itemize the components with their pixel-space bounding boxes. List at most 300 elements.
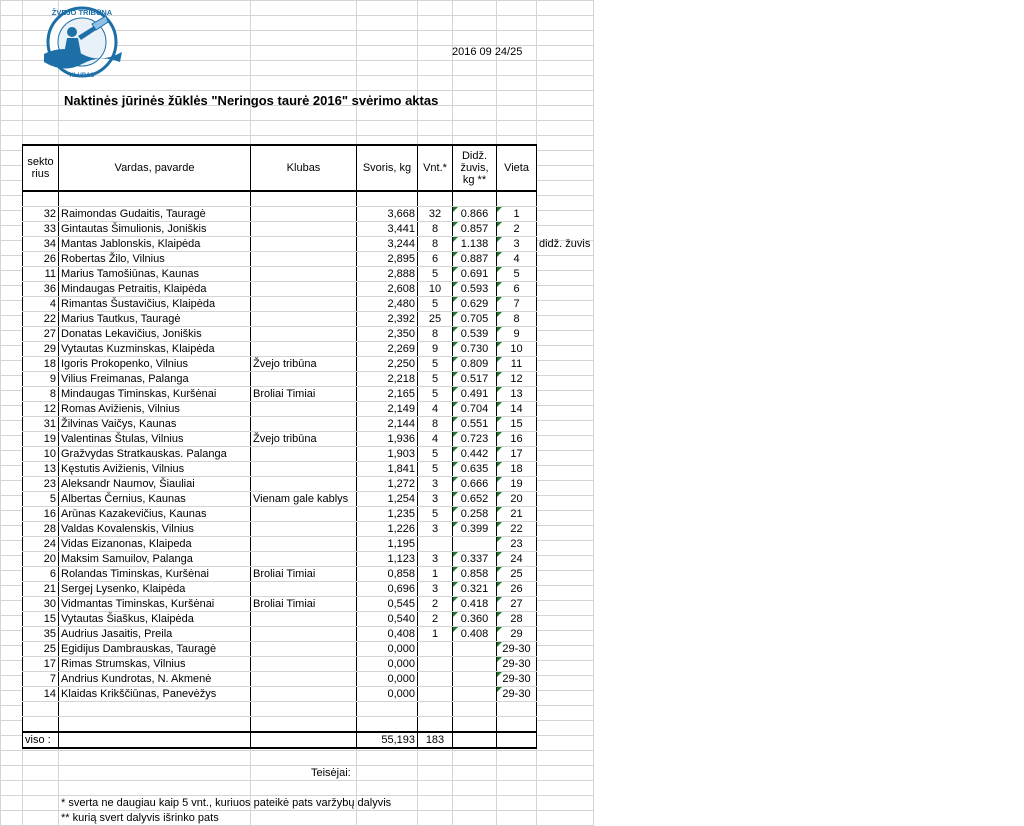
cell-club	[251, 672, 357, 687]
cell-name: Kęstutis Avižienis, Vilnius	[59, 462, 251, 477]
cell-sector: 5	[23, 492, 59, 507]
cell-sector: 23	[23, 477, 59, 492]
cell-place: 4	[497, 252, 537, 267]
empty-cell	[23, 191, 59, 207]
cell-weight: 2,149	[357, 402, 418, 417]
cell-place: 17	[497, 447, 537, 462]
cell-count	[418, 672, 453, 687]
cell-weight: 3,244	[357, 237, 418, 252]
table-row	[23, 222, 537, 237]
table-row	[23, 312, 537, 327]
cell-name: Marius Tamošiūnas, Kaunas	[59, 267, 251, 282]
cell-count	[418, 657, 453, 672]
empty-cell	[251, 717, 357, 733]
svg-text:ŽVEJO TRIBŪNA: ŽVEJO TRIBŪNA	[51, 8, 113, 17]
cell-biggest: 0.258	[453, 507, 497, 522]
cell-count: 5	[418, 267, 453, 282]
cell-weight: 0,408	[357, 627, 418, 642]
cell-name: Mantas Jablonskis, Klaipėda	[59, 237, 251, 252]
cell-name: Vidas Eizanonas, Klaipeda	[59, 537, 251, 552]
header-biggest: Didž. žuvis, kg **	[453, 145, 497, 191]
cell-place: 25	[497, 567, 537, 582]
table-row	[23, 507, 537, 522]
cell-club	[251, 552, 357, 567]
cell-name: Mindaugas Petraitis, Klaipėda	[59, 282, 251, 297]
table-row	[23, 522, 537, 537]
cell-biggest: 0.551	[453, 417, 497, 432]
cell-weight: 3,668	[357, 207, 418, 222]
cell-name: Raimondas Gudaitis, Tauragė	[59, 207, 251, 222]
cell-club	[251, 222, 357, 237]
cell-sector: 36	[23, 282, 59, 297]
cell-count: 2	[418, 612, 453, 627]
cell-weight: 2,218	[357, 372, 418, 387]
cell-weight: 2,608	[357, 282, 418, 297]
cell-place: 29-30	[497, 672, 537, 687]
empty-cell	[59, 717, 251, 733]
cell-count: 8	[418, 417, 453, 432]
cell-club	[251, 507, 357, 522]
cell-biggest: 0.635	[453, 462, 497, 477]
cell-weight: 1,841	[357, 462, 418, 477]
cell-club	[251, 267, 357, 282]
cell-count: 3	[418, 552, 453, 567]
cell-sector: 14	[23, 687, 59, 702]
table-row	[23, 642, 537, 657]
empty-cell	[453, 191, 497, 207]
cell-sector: 9	[23, 372, 59, 387]
cell-sector: 35	[23, 627, 59, 642]
cell-sector: 16	[23, 507, 59, 522]
cell-count: 3	[418, 477, 453, 492]
cell-name: Andrius Kundrotas, N. Akmenė	[59, 672, 251, 687]
cell-name: Vytautas Šiaškus, Klaipėda	[59, 612, 251, 627]
cell-place: 23	[497, 537, 537, 552]
cell-biggest: 0.399	[453, 522, 497, 537]
cell-place: 2	[497, 222, 537, 237]
cell-biggest: 1.138	[453, 237, 497, 252]
cell-name: Rolandas Timinskas, Kuršėnai	[59, 567, 251, 582]
cell-place: 20	[497, 492, 537, 507]
cell-sector: 26	[23, 252, 59, 267]
cell-biggest: 0.517	[453, 372, 497, 387]
cell-weight: 2,269	[357, 342, 418, 357]
cell-sector: 34	[23, 237, 59, 252]
cell-count: 1	[418, 567, 453, 582]
empty-cell	[59, 732, 251, 748]
cell-place: 29-30	[497, 657, 537, 672]
cell-biggest: 0.491	[453, 387, 497, 402]
cell-place: 11	[497, 357, 537, 372]
empty-cell	[453, 732, 497, 748]
table-row	[23, 252, 537, 267]
cell-name: Arūnas Kazakevičius, Kaunas	[59, 507, 251, 522]
cell-biggest: 0.730	[453, 342, 497, 357]
cell-biggest: 0.723	[453, 432, 497, 447]
cell-biggest: 0.858	[453, 567, 497, 582]
cell-name: Robertas Žilo, Vilnius	[59, 252, 251, 267]
cell-place: 8	[497, 312, 537, 327]
table-row	[23, 387, 537, 402]
empty-cell	[251, 732, 357, 748]
table-row	[23, 492, 537, 507]
cell-biggest: 0.442	[453, 447, 497, 462]
cell-sector: 18	[23, 357, 59, 372]
table-row	[23, 342, 537, 357]
cell-sector: 10	[23, 447, 59, 462]
cell-name: Gražvydas Stratkauskas. Palanga	[59, 447, 251, 462]
cell-sector: 30	[23, 597, 59, 612]
cell-name: Vilius Freimanas, Palanga	[59, 372, 251, 387]
cell-biggest	[453, 687, 497, 702]
cell-weight: 1,195	[357, 537, 418, 552]
cell-weight: 1,936	[357, 432, 418, 447]
cell-place: 7	[497, 297, 537, 312]
cell-weight: 1,235	[357, 507, 418, 522]
cell-count: 6	[418, 252, 453, 267]
cell-count: 5	[418, 387, 453, 402]
cell-biggest: 0.887	[453, 252, 497, 267]
table-row	[23, 537, 537, 552]
cell-place: 12	[497, 372, 537, 387]
cell-sector: 20	[23, 552, 59, 567]
cell-weight: 2,480	[357, 297, 418, 312]
cell-sector: 32	[23, 207, 59, 222]
cell-weight: 0,000	[357, 642, 418, 657]
cell-weight: 1,272	[357, 477, 418, 492]
table-row	[23, 327, 537, 342]
cell-weight: 0,000	[357, 687, 418, 702]
table-row	[23, 597, 537, 612]
total-row	[23, 732, 537, 748]
header-club: Klubas	[251, 145, 357, 191]
cell-club: Vienam gale kablys	[251, 492, 357, 507]
cell-name: Vidmantas Timinskas, Kuršėnai	[59, 597, 251, 612]
cell-sector: 8	[23, 387, 59, 402]
cell-club: Broliai Timiai	[251, 387, 357, 402]
cell-weight: 3,441	[357, 222, 418, 237]
cell-place: 27	[497, 597, 537, 612]
cell-club	[251, 447, 357, 462]
cell-club	[251, 612, 357, 627]
cell-place: 16	[497, 432, 537, 447]
cell-weight: 0,000	[357, 657, 418, 672]
cell-name: Gintautas Šimulionis, Joniškis	[59, 222, 251, 237]
event-date: 2016 09 24/25	[452, 46, 523, 58]
cell-name: Sergej Lysenko, Klaipėda	[59, 582, 251, 597]
total-label: viso :	[23, 732, 59, 748]
table-header-row	[23, 145, 537, 191]
place-value: 3	[513, 238, 520, 250]
table-row	[23, 477, 537, 492]
footnote-biggest: ** kurią svert dalyvis išrinko pats	[61, 812, 219, 824]
cell-count	[418, 687, 453, 702]
cell-name: Valdas Kovalenskis, Vilnius	[59, 522, 251, 537]
cell-sector: 31	[23, 417, 59, 432]
results-table	[22, 144, 591, 749]
cell-sector: 28	[23, 522, 59, 537]
empty-cell	[497, 702, 537, 717]
cell-count: 4	[418, 432, 453, 447]
cell-biggest: 0.539	[453, 327, 497, 342]
table-row	[23, 687, 537, 702]
cell-name: Vytautas Kuzminskas, Klaipėda	[59, 342, 251, 357]
empty-cell	[251, 191, 357, 207]
cell-club	[251, 312, 357, 327]
cell-club	[251, 207, 357, 222]
cell-count: 5	[418, 357, 453, 372]
cell-place: 13	[497, 387, 537, 402]
cell-club	[251, 522, 357, 537]
cell-club: Žvejo tribūna	[251, 432, 357, 447]
club-logo	[34, 2, 130, 82]
cell-club	[251, 342, 357, 357]
header-sector: sekto rius	[23, 145, 59, 191]
empty-cell	[497, 191, 537, 207]
cell-name: Rimas Strumskas, Vilnius	[59, 657, 251, 672]
cell-count: 2	[418, 597, 453, 612]
cell-name: Rimantas Šustavičius, Klaipėda	[59, 297, 251, 312]
cell-count	[418, 642, 453, 657]
cell-biggest: 0.652	[453, 492, 497, 507]
cell-name: Egidijus Dambrauskas, Tauragė	[59, 642, 251, 657]
cell-name: Igoris Prokopenko, Vilnius	[59, 357, 251, 372]
cell-biggest: 0.593	[453, 282, 497, 297]
cell-biggest: 0.857	[453, 222, 497, 237]
header-name: Vardas, pavarde	[59, 145, 251, 191]
cell-name: Albertas Černius, Kaunas	[59, 492, 251, 507]
cell-sector: 13	[23, 462, 59, 477]
cell-place: 6	[497, 282, 537, 297]
cell-club	[251, 402, 357, 417]
cell-weight: 0,540	[357, 612, 418, 627]
empty-cell	[357, 191, 418, 207]
cell-count: 8	[418, 237, 453, 252]
total-weight: 55,193	[357, 732, 418, 748]
cell-weight: 0,696	[357, 582, 418, 597]
cell-biggest: 0.866	[453, 207, 497, 222]
table-row	[23, 657, 537, 672]
cell-place: 1	[497, 207, 537, 222]
empty-cell	[418, 702, 453, 717]
empty-cell	[497, 732, 537, 748]
cell-count: 5	[418, 462, 453, 477]
empty-cell	[497, 717, 537, 733]
cell-place: 10	[497, 342, 537, 357]
cell-weight: 0,545	[357, 597, 418, 612]
cell-place	[497, 237, 591, 252]
cell-count: 5	[418, 372, 453, 387]
table-row	[23, 372, 537, 387]
cell-count: 8	[418, 327, 453, 342]
cell-sector: 27	[23, 327, 59, 342]
empty-cell	[418, 717, 453, 733]
cell-place: 15	[497, 417, 537, 432]
cell-club	[251, 282, 357, 297]
cell-place: 29-30	[497, 642, 537, 657]
cell-weight: 0,858	[357, 567, 418, 582]
cell-count: 4	[418, 402, 453, 417]
cell-name: Audrius Jasaitis, Preila	[59, 627, 251, 642]
cell-count: 3	[418, 492, 453, 507]
empty-cell	[59, 191, 251, 207]
empty-cell	[453, 702, 497, 717]
cell-place: 9	[497, 327, 537, 342]
cell-count: 5	[418, 507, 453, 522]
cell-sector: 19	[23, 432, 59, 447]
cell-biggest: 0.629	[453, 297, 497, 312]
cell-count: 8	[418, 222, 453, 237]
cell-weight: 0,000	[357, 672, 418, 687]
cell-place: 19	[497, 477, 537, 492]
cell-club	[251, 627, 357, 642]
table-row	[23, 447, 537, 462]
biggest-fish-note: didž. žuvis	[539, 238, 591, 250]
empty-cell	[23, 702, 59, 717]
cell-place: 14	[497, 402, 537, 417]
cell-place: 5	[497, 267, 537, 282]
blank-row	[23, 717, 537, 733]
cell-sector: 4	[23, 297, 59, 312]
cell-club	[251, 687, 357, 702]
cell-club	[251, 462, 357, 477]
cell-count: 25	[418, 312, 453, 327]
cell-sector: 25	[23, 642, 59, 657]
empty-cell	[59, 702, 251, 717]
cell-name: Maksim Samuilov, Palanga	[59, 552, 251, 567]
cell-weight: 2,392	[357, 312, 418, 327]
cell-place: 28	[497, 612, 537, 627]
cell-club	[251, 237, 357, 252]
cell-club	[251, 537, 357, 552]
judges-label: Teisėjai:	[311, 767, 351, 779]
cell-count: 1	[418, 627, 453, 642]
cell-place: 29-30	[497, 687, 537, 702]
empty-cell	[357, 702, 418, 717]
empty-cell	[357, 717, 418, 733]
cell-name: Žilvinas Vaičys, Kaunas	[59, 417, 251, 432]
table-row	[23, 672, 537, 687]
cell-weight: 2,895	[357, 252, 418, 267]
cell-name: Aleksandr Naumov, Šiauliai	[59, 477, 251, 492]
cell-sector: 24	[23, 537, 59, 552]
empty-cell	[418, 191, 453, 207]
cell-weight: 1,903	[357, 447, 418, 462]
cell-count: 32	[418, 207, 453, 222]
cell-count	[418, 537, 453, 552]
cell-sector: 7	[23, 672, 59, 687]
cell-club	[251, 297, 357, 312]
cell-biggest: 0.666	[453, 477, 497, 492]
cell-sector: 17	[23, 657, 59, 672]
cell-place: 24	[497, 552, 537, 567]
table-row	[23, 627, 537, 642]
cell-count: 5	[418, 447, 453, 462]
cell-biggest: 0.360	[453, 612, 497, 627]
cell-biggest	[453, 642, 497, 657]
cell-club: Žvejo tribūna	[251, 357, 357, 372]
table-row	[23, 417, 537, 432]
cell-place: 21	[497, 507, 537, 522]
cell-place: 29	[497, 627, 537, 642]
cell-weight: 1,254	[357, 492, 418, 507]
cell-weight: 2,250	[357, 357, 418, 372]
table-row	[23, 237, 537, 252]
cell-sector: 29	[23, 342, 59, 357]
blank-row	[23, 702, 537, 717]
cell-sector: 6	[23, 567, 59, 582]
cell-count: 3	[418, 522, 453, 537]
cell-club	[251, 657, 357, 672]
header-place: Vieta	[497, 145, 537, 191]
table-row	[23, 462, 537, 477]
cell-name: Donatas Lekavičius, Joniškis	[59, 327, 251, 342]
table-row	[23, 567, 537, 582]
cell-weight: 2,144	[357, 417, 418, 432]
svg-text:KLUBAS: KLUBAS	[69, 73, 95, 79]
cell-biggest	[453, 672, 497, 687]
cell-sector: 11	[23, 267, 59, 282]
cell-count: 3	[418, 582, 453, 597]
cell-club	[251, 252, 357, 267]
table-row	[23, 552, 537, 567]
cell-biggest: 0.337	[453, 552, 497, 567]
cell-club	[251, 477, 357, 492]
cell-club: Broliai Timiai	[251, 597, 357, 612]
cell-count: 10	[418, 282, 453, 297]
cell-place: 22	[497, 522, 537, 537]
blank-row	[23, 191, 537, 207]
cell-name: Mindaugas Timinskas, Kuršėnai	[59, 387, 251, 402]
cell-biggest: 0.705	[453, 312, 497, 327]
footnote-count: * sverta ne daugiau kaip 5 vnt., kuriuos pateikė pats varžybų dalyvis	[61, 797, 392, 809]
header-count: Vnt.*	[418, 145, 453, 191]
cell-biggest	[453, 537, 497, 552]
table-row	[23, 282, 537, 297]
cell-biggest: 0.809	[453, 357, 497, 372]
cell-sector: 12	[23, 402, 59, 417]
table-row	[23, 612, 537, 627]
cell-biggest: 0.408	[453, 627, 497, 642]
cell-count: 5	[418, 297, 453, 312]
empty-cell	[453, 717, 497, 733]
cell-sector: 33	[23, 222, 59, 237]
cell-biggest	[453, 657, 497, 672]
table-row	[23, 297, 537, 312]
cell-club	[251, 327, 357, 342]
cell-biggest: 0.704	[453, 402, 497, 417]
empty-cell	[251, 702, 357, 717]
cell-name: Marius Tautkus, Tauragė	[59, 312, 251, 327]
cell-weight: 2,165	[357, 387, 418, 402]
cell-club: Broliai Timiai	[251, 567, 357, 582]
empty-cell	[23, 717, 59, 733]
table-row	[23, 207, 537, 222]
cell-weight: 1,226	[357, 522, 418, 537]
cell-biggest: 0.321	[453, 582, 497, 597]
cell-name: Valentinas Štulas, Vilnius	[59, 432, 251, 447]
cell-place: 18	[497, 462, 537, 477]
cell-biggest: 0.691	[453, 267, 497, 282]
cell-weight: 1,123	[357, 552, 418, 567]
cell-club	[251, 582, 357, 597]
table-row	[23, 402, 537, 417]
cell-count: 9	[418, 342, 453, 357]
cell-name: Romas Avižienis, Vilnius	[59, 402, 251, 417]
cell-club	[251, 417, 357, 432]
table-row	[23, 267, 537, 282]
cell-place: 26	[497, 582, 537, 597]
